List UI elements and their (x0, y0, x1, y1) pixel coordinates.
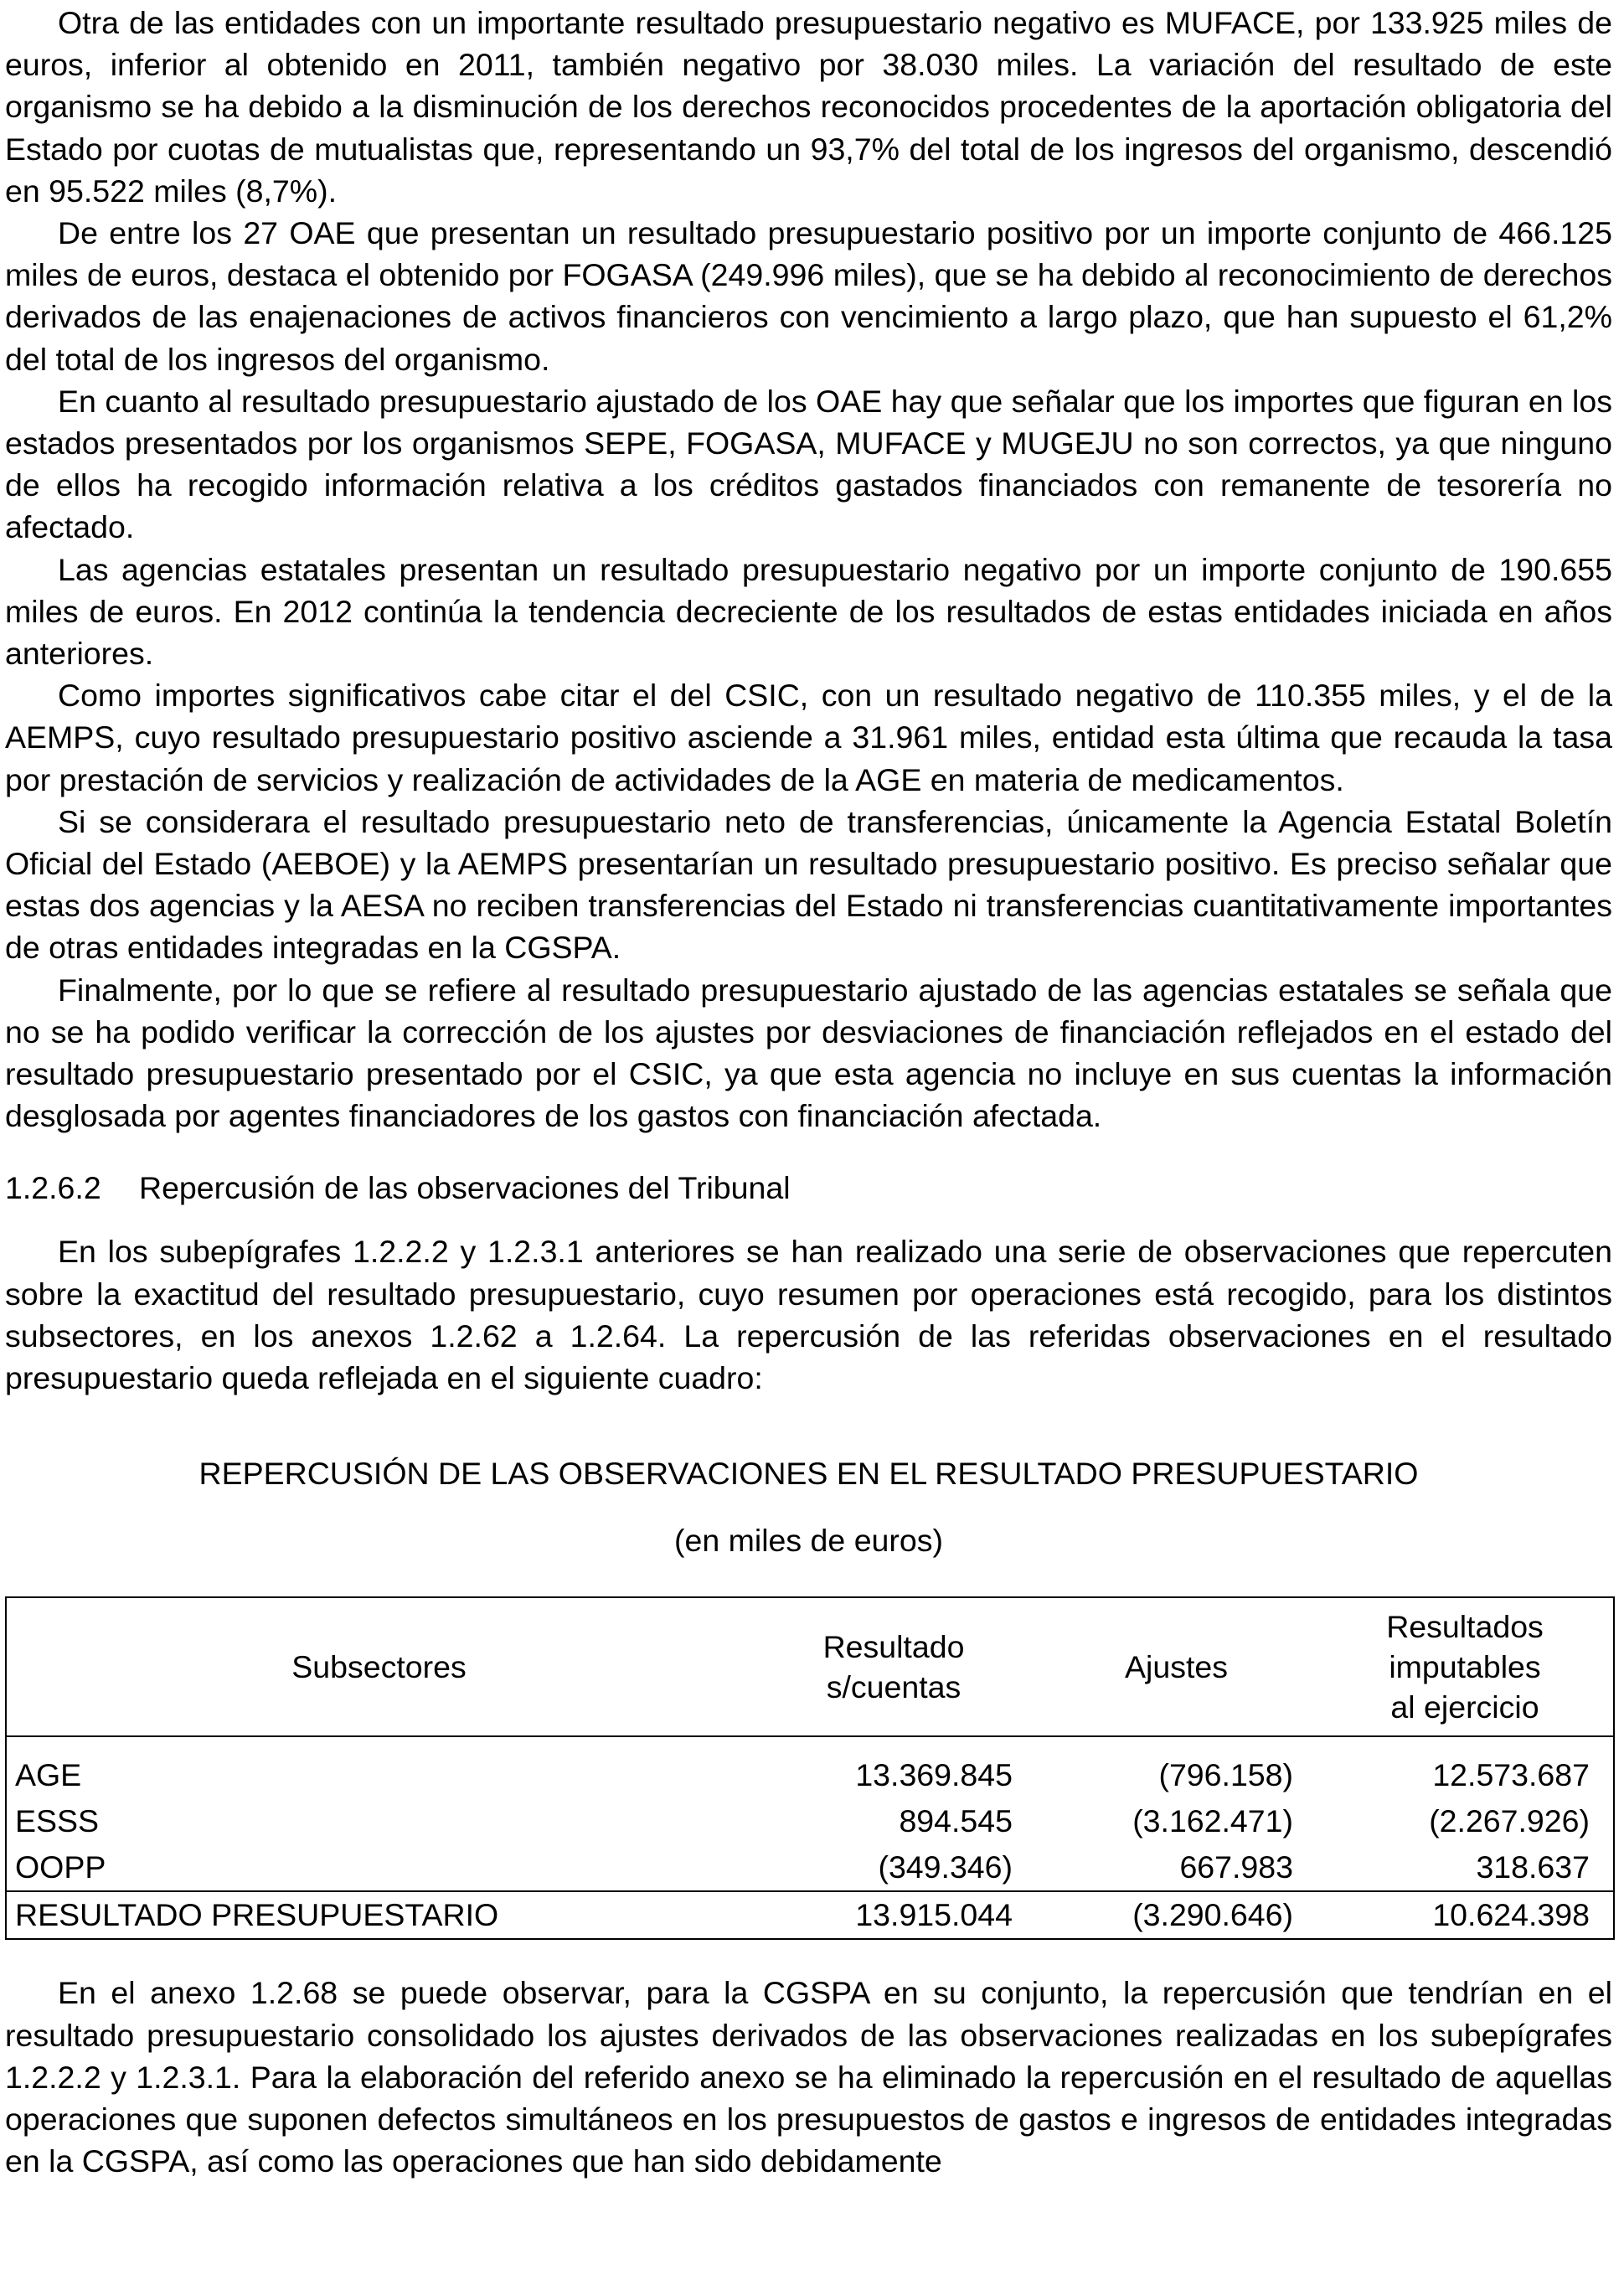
section-number: 1.2.6.2 (5, 1170, 101, 1206)
paragraph-agencias-negative: Las agencias estatales presentan un resultado presupuestario negativo por un importe conjunto de 190.655 miles de euros. En 2012 continúa la tendencia decreciente de los resultados de estas entidades iniciada en años anteriores. (5, 551, 1612, 672)
paragraph-csic-aemps: Como importes significativos cabe citar el del CSIC, con un resultado negativo de 110.355 miles, y el de la AEMPS, cuyo resultado presupuestario positivo asciende a 31.961 miles, entidad esta última que recauda la tasa por prestación de servicios y realización de actividades de la AGE en materia de medicamentos. (5, 678, 1612, 797)
results-table (5, 1596, 1615, 1940)
header-ajustes: Ajustes (1036, 1597, 1317, 1736)
cell-total-imputables: 10.624.398 (1317, 1891, 1614, 1939)
header-subsectores: Subsectores (6, 1597, 751, 1736)
cell-imputables: 12.573.687 (1317, 1736, 1614, 1798)
cell-resultado: (349.346) (878, 1849, 1013, 1885)
cell-ajustes: (3.162.471) (1132, 1803, 1293, 1839)
paragraph-oae-positive: De entre los 27 OAE que presentan un resultado presupuestario positivo por un importe conjunto de 466.125 miles de euros, destaca el obtenido por FOGASA (249.996 miles), que se ha debido al reconocimiento de derechos derivados de las enajenaciones de activos financieros con vencimiento a largo plazo, que han supuesto el 61,2% del total de los ingresos del organismo. (5, 215, 1612, 377)
cell-imputables: 318.637 (1317, 1844, 1614, 1891)
cell-total-ajustes: (3.290.646) (1036, 1891, 1317, 1939)
table-title: REPERCUSIÓN DE LAS OBSERVACIONES EN EL RESULTADO PRESUPUESTARIO (198, 1456, 1419, 1492)
table-row (6, 1798, 1614, 1844)
table-row (6, 1844, 1614, 1891)
paragraph-anexo: En el anexo 1.2.68 se puede observar, para la CGSPA en su conjunto, la repercusión que tendrían en el resultado presupuestario consolidado los ajustes derivados de las observaciones realizadas en los subepígrafes 1.2.2.2 y 1.2.3.1. Para la elaboración del referido anexo se ha eliminado la repercusión en el resultado de aquellas operaciones que suponen defectos simultáneos en los presupuestos de gastos e ingresos de entidades integradas en la CGSPA, así como las operaciones que han sido debidamente (5, 1975, 1612, 2179)
after-table-block (5, 1972, 1612, 2182)
cell-subsector: AGE (6, 1736, 751, 1798)
cell-total-resultado: 13.915.044 (751, 1891, 1036, 1939)
table-total-row (6, 1891, 1614, 1939)
header-resultado: Resultado s/cuentas (751, 1597, 1036, 1736)
cell-ajustes: 667.983 (1179, 1849, 1293, 1885)
table-subtitle: (en miles de euros) (674, 1523, 943, 1559)
paragraph-intro: En los subepígrafes 1.2.2.2 y 1.2.3.1 anteriores se han realizado una serie de observaciones que repercuten sobre la exactitud del resultado presupuestario, cuyo resumen por operaciones está recogido, para los distintos subsectores, en los anexos 1.2.62 a 1.2.64. La repercusión de las referidas observaciones en el resultado presupuestario queda reflejada en el siguiente cuadro: (5, 1234, 1612, 1396)
paragraph-oae-adjusted: En cuanto al resultado presupuestario ajustado de los OAE hay que señalar que los importes que figuran en los estados presentados por los organismos SEPE, FOGASA, MUFACE y MUGEJU no son correctos, ya que ninguno de ellos ha recogido información relativa a los créditos gastados financiados con remanente de tesorería no afectado. (5, 383, 1612, 545)
cell-subsector: ESSS (6, 1798, 751, 1844)
cell-ajustes: (796.158) (1158, 1757, 1293, 1793)
cell-imputables: (2.267.926) (1317, 1798, 1614, 1844)
cell-resultado: 894.545 (899, 1803, 1013, 1839)
cell-subsector: OOPP (6, 1844, 751, 1891)
header-imputables: Resultados imputables al ejercicio (1317, 1597, 1614, 1736)
paragraph-muface: Otra de las entidades con un importante resultado presupuestario negativo es MUFACE, por 133.925 miles de euros, inferior al obtenido en 2011, también negativo por 38.030 miles. La variación del resultado de este organismo se ha debido a la disminución de los derechos reconocidos procedentes de la aportación obligatoria del Estado por cuotas de mutualistas que, representando un 93,7% del total de los ingresos del organismo, descendió en 95.522 miles (8,7%). (5, 5, 1612, 209)
paragraph-agencias-adjusted: Finalmente, por lo que se refiere al resultado presupuestario ajustado de las agencias estatales se señala que no se ha podido verificar la corrección de los ajustes por desviaciones de financiación reflejados en el estado del resultado presupuestario presentado por el CSIC, ya que esta agencia no incluye en sus cuentas la información desglosada por agentes financiadores de los gastos con financiación afectada. (5, 972, 1612, 1134)
section-title: Repercusión de las observaciones del Tribunal (139, 1170, 791, 1206)
cell-resultado: 13.369.845 (855, 1757, 1013, 1793)
paragraph-net-transfers: Si se considerara el resultado presupuestario neto de transferencias, únicamente la Agencia Estatal Boletín Oficial del Estado (AEBOE) y la AEMPS presentarían un resultado presupuestario positivo. Es preciso señalar que estas dos agencias y la AESA no reciben transferencias del Estado ni transferencias cuantitativamente importantes de otras entidades integradas en la CGSPA. (5, 803, 1612, 966)
section-heading (5, 1167, 1612, 1209)
cell-total-label: RESULTADO PRESUPUESTARIO (6, 1891, 751, 1939)
table-header-row (6, 1597, 1614, 1736)
table-row (6, 1736, 1614, 1798)
